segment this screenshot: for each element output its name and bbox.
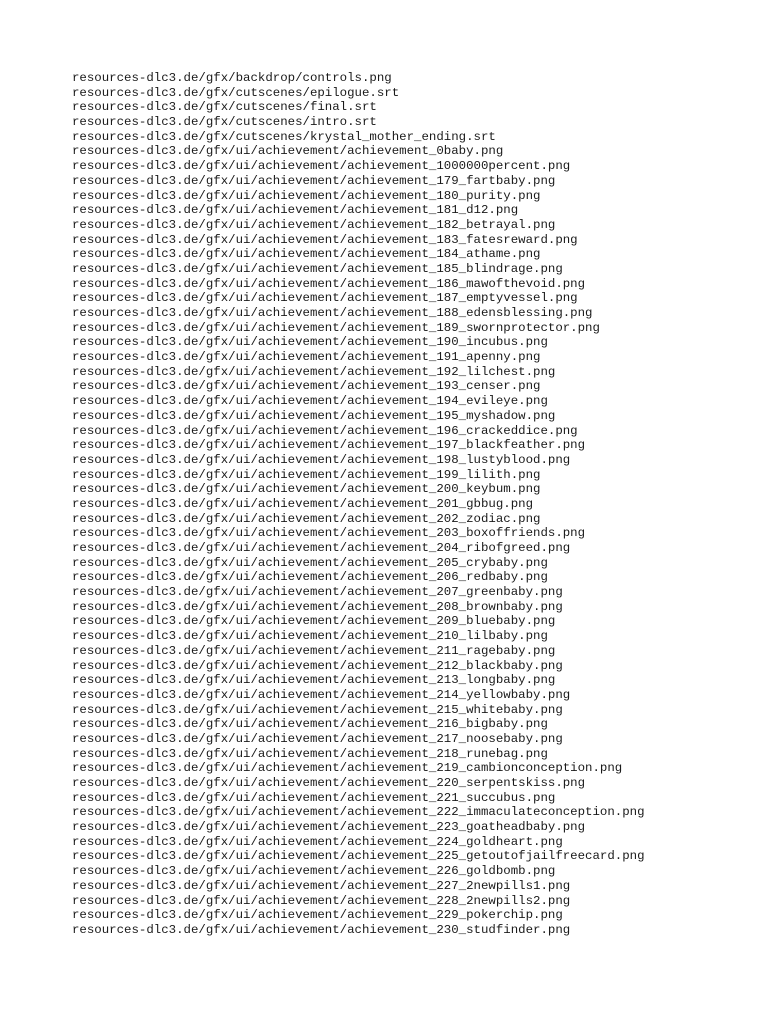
file-path-line: resources-dlc3.de/gfx/ui/achievement/achievement_191_apenny.png (72, 350, 541, 365)
file-path-line: resources-dlc3.de/gfx/ui/achievement/achievement_221_succubus.png (72, 790, 556, 805)
file-path-line: resources-dlc3.de/gfx/ui/achievement/achievement_224_goldheart.png (72, 834, 563, 849)
file-path-line: resources-dlc3.de/gfx/ui/achievement/achievement_203_boxoffriends.png (72, 526, 586, 541)
file-path-line: resources-dlc3.de/gfx/ui/achievement/achievement_195_myshadow.png (72, 408, 556, 423)
file-path-line: resources-dlc3.de/gfx/ui/achievement/achievement_1000000percent.png (72, 159, 571, 174)
file-path-line: resources-dlc3.de/gfx/ui/achievement/achievement_207_greenbaby.png (72, 585, 563, 600)
file-path-list (72, 71, 645, 938)
file-path-line: resources-dlc3.de/gfx/ui/achievement/achievement_206_redbaby.png (72, 570, 548, 585)
file-path-line: resources-dlc3.de/gfx/ui/achievement/achievement_213_longbaby.png (72, 673, 556, 688)
file-path-line: resources-dlc3.de/gfx/ui/achievement/achievement_219_cambionconception.png (72, 761, 623, 776)
file-path-line: resources-dlc3.de/gfx/ui/achievement/achievement_182_betrayal.png (72, 217, 556, 232)
file-path-line: resources-dlc3.de/gfx/ui/achievement/achievement_199_lilith.png (72, 467, 541, 482)
file-path-line: resources-dlc3.de/gfx/ui/achievement/achievement_226_goldbomb.png (72, 864, 556, 879)
file-path-line: resources-dlc3.de/gfx/cutscenes/epilogue.srt (72, 85, 400, 100)
file-path-line: resources-dlc3.de/gfx/ui/achievement/achievement_208_brownbaby.png (72, 599, 563, 614)
file-path-line: resources-dlc3.de/gfx/ui/achievement/achievement_187_emptyvessel.png (72, 291, 578, 306)
file-path-line: resources-dlc3.de/gfx/ui/achievement/achievement_201_gbbug.png (72, 496, 534, 511)
file-path-line: resources-dlc3.de/gfx/ui/achievement/achievement_198_lustyblood.png (72, 452, 571, 467)
file-path-line: resources-dlc3.de/gfx/ui/achievement/achievement_192_lilchest.png (72, 364, 556, 379)
file-path-line: resources-dlc3.de/gfx/ui/achievement/achievement_184_athame.png (72, 247, 541, 262)
file-path-line: resources-dlc3.de/gfx/ui/achievement/achievement_188_edensblessing.png (72, 306, 593, 320)
file-path-line: resources-dlc3.de/gfx/ui/achievement/achievement_210_lilbaby.png (72, 629, 548, 644)
file-path-line: resources-dlc3.de/gfx/ui/achievement/achievement_227_2newpills1.png (72, 878, 571, 893)
file-path-line: resources-dlc3.de/gfx/cutscenes/intro.srt (72, 115, 377, 130)
file-path-line: resources-dlc3.de/gfx/cutscenes/krystal_mother_ending.srt (72, 129, 496, 144)
file-path-line: resources-dlc3.de/gfx/ui/achievement/achievement_196_crackeddice.png (72, 423, 578, 438)
file-path-line: resources-dlc3.de/gfx/ui/achievement/achievement_220_serpentskiss.png (72, 776, 586, 790)
file-path-line: resources-dlc3.de/gfx/ui/achievement/achievement_179_fartbaby.png (72, 173, 556, 188)
file-path-line: resources-dlc3.de/gfx/ui/achievement/achievement_183_fatesreward.png (72, 232, 578, 247)
file-path-line: resources-dlc3.de/gfx/ui/achievement/achievement_215_whitebaby.png (72, 702, 563, 717)
file-path-line: resources-dlc3.de/gfx/ui/achievement/achievement_230_studfinder.png (72, 922, 571, 937)
file-path-line: resources-dlc3.de/gfx/ui/achievement/achievement_193_censer.png (72, 379, 541, 394)
file-path-line: resources-dlc3.de/gfx/ui/achievement/achievement_222_immaculateconception.png (72, 805, 645, 820)
file-path-line: resources-dlc3.de/gfx/ui/achievement/achievement_180_purity.png (72, 188, 541, 203)
file-path-line: resources-dlc3.de/gfx/ui/achievement/achievement_212_blackbaby.png (72, 658, 563, 673)
file-path-line: resources-dlc3.de/gfx/ui/achievement/achievement_228_2newpills2.png (72, 893, 571, 908)
file-path-line: resources-dlc3.de/gfx/ui/achievement/achievement_200_keybum.png (72, 482, 541, 497)
file-path-line: resources-dlc3.de/gfx/ui/achievement/achievement_209_bluebaby.png (72, 614, 556, 629)
file-path-line: resources-dlc3.de/gfx/ui/achievement/achievement_190_incubus.png (72, 335, 548, 350)
file-path-line: resources-dlc3.de/gfx/ui/achievement/achievement_223_goatheadbaby.png (72, 820, 586, 835)
file-path-line: resources-dlc3.de/gfx/ui/achievement/achievement_225_getoutofjailfreecard.png (72, 849, 645, 864)
file-path-line: resources-dlc3.de/gfx/ui/achievement/achievement_0baby.png (72, 144, 504, 159)
file-path-line: resources-dlc3.de/gfx/cutscenes/final.srt (72, 100, 377, 115)
file-path-line: resources-dlc3.de/gfx/ui/achievement/achievement_186_mawofthevoid.png (72, 276, 586, 291)
file-path-line: resources-dlc3.de/gfx/ui/achievement/achievement_194_evileye.png (72, 394, 548, 409)
file-path-line: resources-dlc3.de/gfx/ui/achievement/achievement_189_swornprotector.png (72, 320, 600, 335)
file-path-line: resources-dlc3.de/gfx/ui/achievement/achievement_205_crybaby.png (72, 555, 548, 570)
file-path-line: resources-dlc3.de/gfx/ui/achievement/achievement_214_yellowbaby.png (72, 687, 571, 702)
file-path-line: resources-dlc3.de/gfx/ui/achievement/achievement_211_ragebaby.png (72, 643, 556, 658)
file-path-line: resources-dlc3.de/gfx/ui/achievement/achievement_218_runebag.png (72, 746, 548, 761)
file-path-line: resources-dlc3.de/gfx/ui/achievement/achievement_181_d12.png (72, 203, 519, 218)
file-path-line: resources-dlc3.de/gfx/ui/achievement/achievement_202_zodiac.png (72, 511, 541, 526)
file-path-line: resources-dlc3.de/gfx/ui/achievement/achievement_204_ribofgreed.png (72, 541, 571, 555)
file-path-line: resources-dlc3.de/gfx/ui/achievement/achievement_197_blackfeather.png (72, 438, 586, 453)
file-path-line: resources-dlc3.de/gfx/ui/achievement/achievement_185_blindrage.png (72, 261, 563, 276)
file-path-line: resources-dlc3.de/gfx/ui/achievement/achievement_217_noosebaby.png (72, 731, 563, 746)
file-path-line: resources-dlc3.de/gfx/backdrop/controls.png (72, 71, 392, 85)
file-path-line: resources-dlc3.de/gfx/ui/achievement/achievement_216_bigbaby.png (72, 717, 548, 732)
file-path-line: resources-dlc3.de/gfx/ui/achievement/achievement_229_pokerchip.png (72, 908, 563, 923)
